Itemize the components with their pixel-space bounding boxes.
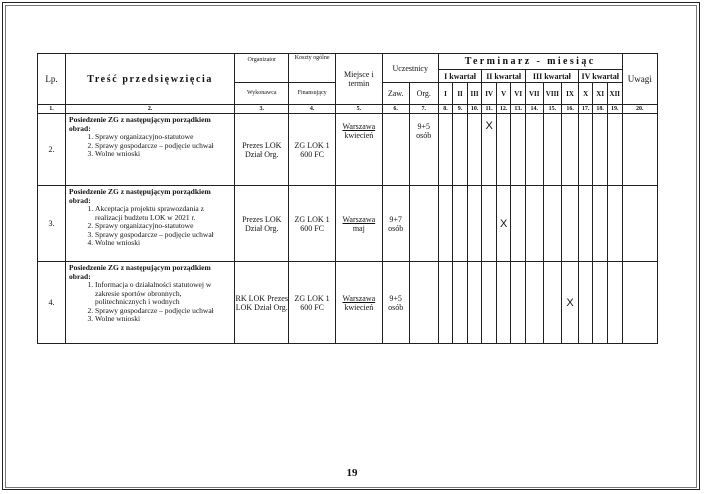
row-org: 9+5 osób xyxy=(409,114,438,186)
agenda-item: 3. Sprawy gospodarcze – podjęcie uchwał xyxy=(95,231,231,240)
month-cell xyxy=(453,262,468,344)
month-header: IX xyxy=(562,83,579,105)
month-mark: X xyxy=(496,186,511,262)
column-number: 19. xyxy=(607,105,622,114)
column-number: 20. xyxy=(622,105,657,114)
column-number: 10. xyxy=(467,105,482,114)
column-number: 3. xyxy=(235,105,289,114)
row-organizator: Prezes LOK Dział Org. xyxy=(235,186,289,262)
month-cell xyxy=(511,262,526,344)
agenda-item: 4. Wolne wnioski xyxy=(95,239,231,248)
month-cell xyxy=(578,262,593,344)
header-zaw: Zaw. xyxy=(382,83,409,105)
column-number: 2. xyxy=(66,105,235,114)
month-header: VI xyxy=(511,83,526,105)
remarks-cell xyxy=(622,186,657,262)
row-title: Posiedzenie ZG z następującym porządkiem obrad: xyxy=(69,263,211,281)
page-number: 19 xyxy=(346,467,358,479)
agenda-item: 2. Sprawy gospodarcze – podjęcie uchwał xyxy=(95,307,231,316)
agenda-item: 3. Wolne wnioski xyxy=(95,315,231,324)
month-cell xyxy=(578,114,593,186)
row-koszty: ZG LOK 1 600 FC xyxy=(289,262,336,344)
agenda-item: 1. Informacja o działalności statutowej w zakresie sportów obronnych, politechnicznych i wodnych xyxy=(95,281,231,307)
month-cell xyxy=(562,114,579,186)
header-organizator: Organizator xyxy=(235,54,289,83)
header-lp: Lp. xyxy=(38,54,66,105)
row-title: Posiedzenie ZG z następującym porządkiem obrad: xyxy=(69,115,211,133)
column-number: 13. xyxy=(511,105,526,114)
month-cell xyxy=(593,114,608,186)
row-org xyxy=(409,186,438,262)
month-cell xyxy=(543,186,562,262)
row-miejsce xyxy=(335,186,382,262)
month-cell xyxy=(438,114,453,186)
row-org xyxy=(409,262,438,344)
remarks-cell xyxy=(622,262,657,344)
row-lp: 4. xyxy=(38,262,66,344)
month-header: IV xyxy=(482,83,497,105)
month-cell xyxy=(482,186,497,262)
month-cell xyxy=(562,186,579,262)
column-number: 14. xyxy=(525,105,543,114)
header-quarter-1: I kwartał xyxy=(438,70,482,83)
agenda-item: 2. Sprawy organizacyjno-statutowe xyxy=(95,222,231,231)
column-number: 9. xyxy=(453,105,468,114)
month-cell xyxy=(496,114,511,186)
row-koszty: ZG LOK 1 600 FC xyxy=(289,186,336,262)
agenda-item: 3. Wolne wnioski xyxy=(95,150,231,159)
row-zaw xyxy=(382,114,409,186)
column-number: 18. xyxy=(593,105,608,114)
column-number-row xyxy=(38,105,658,114)
header-finansujacy: Finansujący xyxy=(289,83,336,105)
header-wykonawca: Wykonawca xyxy=(235,83,289,105)
header-terminarz: Terminarz - miesiąc xyxy=(438,54,622,70)
month-cell xyxy=(525,262,543,344)
row-description xyxy=(66,262,235,344)
agenda-item: 2. Sprawy gospodarcze – podjęcie uchwał xyxy=(95,142,231,151)
header-quarter-2: II kwartał xyxy=(482,70,526,83)
agenda-item: 1. Akceptacja projektu sprawozdania z realizacji budżetu LOK w 2021 r. xyxy=(95,205,231,222)
column-number: 1. xyxy=(38,105,66,114)
header-tresc: Treść przedsięwzięcia xyxy=(66,54,235,105)
month-cell xyxy=(438,186,453,262)
column-number: 16. xyxy=(562,105,579,114)
month-header: VIII xyxy=(543,83,562,105)
month-cell xyxy=(467,186,482,262)
column-number: 6. xyxy=(382,105,409,114)
remarks-cell xyxy=(622,114,657,186)
plan-table xyxy=(37,53,658,344)
table-row xyxy=(38,186,658,262)
month-header: XII xyxy=(607,83,622,105)
month-cell xyxy=(607,262,622,344)
row-title: Posiedzenie ZG z następującym porządkiem obrad: xyxy=(69,187,211,205)
month-cell xyxy=(496,262,511,344)
month-cell xyxy=(607,114,622,186)
row-miejsce-date: kwiecień xyxy=(344,302,374,312)
column-number: 11. xyxy=(482,105,497,114)
month-mark: X xyxy=(562,262,579,344)
month-cell xyxy=(543,114,562,186)
month-cell xyxy=(453,186,468,262)
header-org: Org. xyxy=(409,83,438,105)
row-description xyxy=(66,114,235,186)
table-row xyxy=(38,114,658,186)
header-koszty: Koszty ogólne xyxy=(289,54,336,83)
header-uczestnicy: Uczestnicy xyxy=(382,54,438,83)
month-cell xyxy=(593,262,608,344)
month-header: X xyxy=(578,83,593,105)
month-header: V xyxy=(496,83,511,105)
row-miejsce-date: kwiecień xyxy=(344,131,374,140)
row-zaw: 9+5 osób xyxy=(382,262,409,344)
month-cell xyxy=(525,114,543,186)
table-row xyxy=(38,262,658,344)
month-cell xyxy=(511,114,526,186)
row-description xyxy=(66,186,235,262)
month-header: VII xyxy=(525,83,543,105)
row-miejsce-place: Warszawa xyxy=(342,122,376,131)
month-cell xyxy=(543,262,562,344)
header-quarter-3: III kwartał xyxy=(525,70,578,83)
agenda-list xyxy=(69,205,231,248)
month-cell xyxy=(467,262,482,344)
header-quarter-4: IV kwartał xyxy=(578,70,622,83)
month-header: II xyxy=(453,83,468,105)
agenda-list xyxy=(69,133,231,159)
row-lp: 2. xyxy=(38,114,66,186)
month-mark: X xyxy=(482,114,497,186)
row-organizator: RK LOK Prezes LOK Dział Org. xyxy=(235,262,289,344)
column-number: 8. xyxy=(438,105,453,114)
month-cell xyxy=(593,186,608,262)
header-miejsce: Miejsce i termin xyxy=(335,54,382,105)
row-koszty: ZG LOK 1 600 FC xyxy=(289,114,336,186)
column-number: 5. xyxy=(335,105,382,114)
row-miejsce-place: Warszawa xyxy=(342,214,376,224)
agenda-item: 1. Sprawy organizacyjno-statutowe xyxy=(95,133,231,142)
month-cell xyxy=(607,186,622,262)
column-number: 4. xyxy=(289,105,336,114)
month-header: XI xyxy=(593,83,608,105)
column-number: 12. xyxy=(496,105,511,114)
header-uwagi: Uwagi xyxy=(622,54,657,105)
row-miejsce-place: Warszawa xyxy=(342,293,376,303)
month-cell xyxy=(525,186,543,262)
month-header: I xyxy=(438,83,453,105)
month-header: III xyxy=(467,83,482,105)
row-miejsce xyxy=(335,262,382,344)
row-miejsce-date: maj xyxy=(352,223,365,233)
row-zaw: 9+7 osób xyxy=(382,186,409,262)
month-cell xyxy=(482,262,497,344)
month-cell xyxy=(578,186,593,262)
row-organizator: Prezes LOK Dział Org. xyxy=(235,114,289,186)
row-lp: 3. xyxy=(38,186,66,262)
agenda-list xyxy=(69,281,231,324)
row-miejsce xyxy=(335,114,382,186)
column-number: 7. xyxy=(409,105,438,114)
column-number: 15. xyxy=(543,105,562,114)
month-cell xyxy=(438,262,453,344)
month-cell xyxy=(453,114,468,186)
month-cell xyxy=(467,114,482,186)
month-cell xyxy=(511,186,526,262)
column-number: 17. xyxy=(578,105,593,114)
